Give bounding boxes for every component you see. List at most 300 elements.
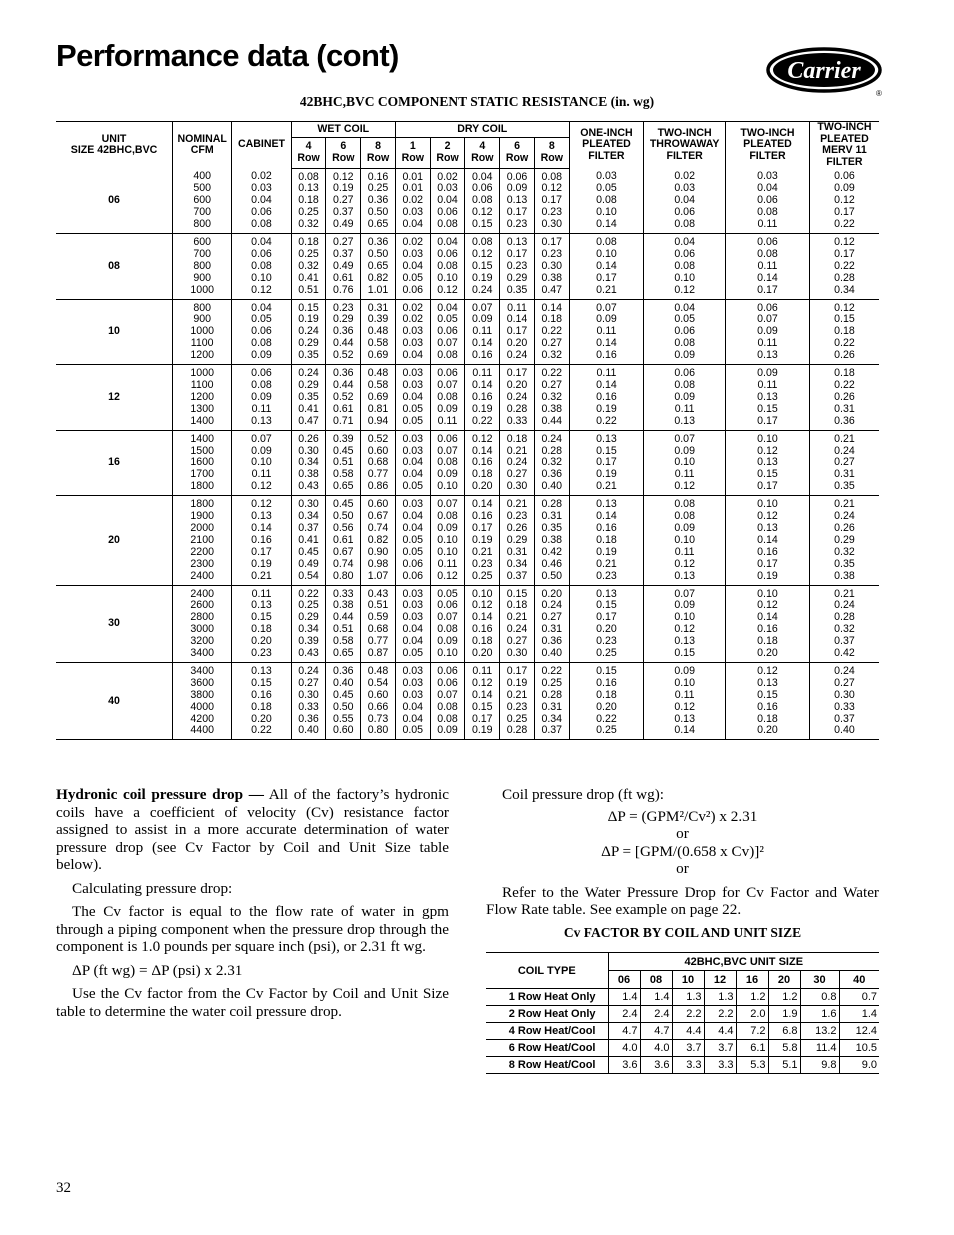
resistance-value: 0.12 [674,623,695,636]
nominal-cfm-cell [173,585,232,662]
resistance-value: 0.06 [674,367,695,380]
resistance-value: 0.68 [367,456,389,469]
calc-heading: Calculating pressure drop: [72,879,233,897]
resistance-cell [395,299,430,365]
resistance-value: 0.17 [506,325,528,338]
resistance-cell [361,168,396,234]
resistance-value: 0.05 [437,587,458,600]
resistance-value: 0.14 [757,271,778,284]
resistance-cell [534,585,569,662]
resistance-value: 0.08 [674,217,695,230]
resistance-value: 0.11 [437,414,458,427]
resistance-value: 0.76 [332,283,354,296]
resistance-value: 0.17 [596,611,617,624]
resistance-value: 0.14 [757,533,778,546]
resistance-value: 0.32 [541,390,563,403]
resistance-value: 0.19 [596,468,617,481]
resistance-value: 0.02 [402,194,424,207]
resistance-value: 0.04 [437,236,458,249]
resistance-value: 0.80 [332,569,354,582]
resistance-value: 0.07 [596,301,617,314]
resistance-value: 0.31 [506,545,528,558]
resistance-value: 0.45 [298,545,319,558]
cfm-value: 800 [193,301,212,314]
resistance-value: 0.05 [402,480,424,493]
resistance-value: 0.02 [402,301,424,314]
resistance-value: 0.05 [674,313,695,326]
resistance-value: 0.26 [834,349,855,362]
resistance-value: 0.08 [471,194,493,207]
resistance-value: 0.04 [402,623,424,636]
resistance-cell [569,234,644,300]
resistance-value: 0.27 [298,676,319,689]
cv-value: 9.0 [839,1057,879,1074]
one-inch-filter-header: ONE-INCH PLEATED FILTER [569,122,644,169]
resistance-value: 0.09 [506,182,528,195]
resistance-cell [726,365,810,431]
resistance-value: 0.22 [471,414,493,427]
cv-value: 1.4 [608,989,640,1006]
resistance-value: 0.04 [402,510,424,523]
resistance-cell [232,662,291,739]
resistance-value: 0.24 [834,664,855,677]
resistance-cell [395,585,430,662]
resistance-cell [465,662,500,739]
cv-value: 6.1 [736,1040,768,1057]
resistance-value: 0.09 [674,349,695,362]
resistance-value: 0.15 [596,664,617,677]
resistance-value: 0.03 [402,664,424,677]
resistance-value: 0.18 [298,194,319,207]
resistance-value: 0.17 [596,271,617,284]
resistance-value: 0.34 [506,557,528,570]
resistance-value: 0.10 [674,676,695,689]
resistance-value: 0.11 [507,301,527,314]
resistance-value: 0.09 [437,724,458,737]
resistance-value: 0.23 [471,557,493,570]
resistance-value: 0.30 [506,647,528,660]
resistance-cell [326,234,361,300]
resistance-value: 0.17 [596,456,617,469]
resistance-cell [395,662,430,739]
resistance-value: 0.18 [251,700,272,713]
resistance-value: 0.21 [834,432,855,445]
cfm-value: 1000 [190,283,214,296]
resistance-value: 0.16 [471,390,493,403]
resistance-value: 0.67 [332,545,354,558]
resistance-value: 0.36 [367,236,389,249]
resistance-value: 0.13 [251,599,272,612]
resistance-value: 0.15 [471,218,493,231]
unit-size-header: UNIT SIZE 42BHC,BVC [56,122,173,169]
cv-value: 2.2 [672,1006,704,1023]
resistance-value: 0.09 [674,444,695,457]
resistance-value: 0.26 [506,521,528,534]
resistance-cell [569,299,644,365]
resistance-value: 0.05 [402,647,424,660]
resistance-value: 0.37 [506,569,528,582]
cfm-value: 600 [193,193,212,206]
cv-value: 1.3 [704,989,736,1006]
cfm-value: 4200 [190,712,214,725]
resistance-value: 0.60 [367,688,389,701]
resistance-value: 0.19 [596,545,617,558]
resistance-cell [644,234,726,300]
resistance-value: 0.60 [367,444,389,457]
resistance-value: 0.98 [367,557,389,570]
resistance-value: 0.45 [332,498,354,511]
resistance-value: 0.08 [437,456,458,469]
resistance-value: 0.51 [298,283,319,296]
resistance-value: 0.05 [596,181,617,194]
resistance-value: 0.27 [541,337,563,350]
cfm-value: 2400 [190,569,214,582]
cv-value: 2.4 [608,1006,640,1023]
resistance-value: 0.38 [541,271,563,284]
wet-row-header: 8 Row [361,137,396,168]
resistance-value: 0.17 [506,664,528,677]
unit-size-cell: 10 [56,299,173,365]
resistance-value: 0.16 [367,170,389,183]
resistance-value: 0.18 [541,313,563,326]
resistance-value: 0.15 [471,700,493,713]
cv-value: 5.8 [768,1040,800,1057]
cv-value: 2.4 [640,1006,672,1023]
resistance-value: 0.48 [367,664,389,677]
resistance-value: 0.10 [437,271,458,284]
cfm-value: 1400 [190,432,214,445]
resistance-value: 0.06 [674,247,695,260]
resistance-value: 0.21 [506,498,528,511]
resistance-value: 0.35 [834,557,855,570]
resistance-value: 0.05 [437,313,458,326]
cfm-value: 600 [193,236,212,249]
resistance-value: 0.04 [437,301,458,314]
hydronic-heading: Hydronic coil pressure drop — [56,786,264,803]
resistance-value: 0.09 [437,468,458,481]
cv-value: 3.3 [704,1057,736,1074]
resistance-value: 0.11 [472,664,493,677]
cfm-value: 1800 [190,480,214,493]
resistance-value: 0.23 [506,259,528,272]
cfm-value: 900 [193,313,212,326]
resistance-value: 0.24 [506,390,528,403]
static-resistance-table [56,121,879,740]
resistance-value: 0.21 [506,611,528,624]
resistance-value: 0.03 [402,247,424,260]
resistance-value: 0.28 [541,688,563,701]
resistance-value: 0.82 [367,533,389,546]
resistance-value: 0.61 [332,533,354,546]
pressure-drop-intro: Coil pressure drop (ft wg): [502,786,664,803]
cfm-value: 700 [193,247,212,260]
resistance-value: 0.10 [437,533,458,546]
resistance-value: 0.17 [541,194,563,207]
resistance-value: 0.13 [674,712,695,725]
resistance-value: 0.20 [757,647,778,660]
two-inch-merv-header: TWO-INCH PLEATED MERV 11 FILTER [809,122,879,169]
resistance-value: 0.28 [834,271,855,284]
resistance-value: 0.13 [251,510,272,523]
resistance-value: 0.15 [834,313,855,326]
resistance-value: 0.20 [757,724,778,737]
resistance-value: 0.02 [402,236,424,249]
cv-value: 5.1 [768,1057,800,1074]
resistance-value: 0.15 [757,688,778,701]
cv-value: 12.4 [839,1023,879,1040]
resistance-value: 0.17 [471,712,493,725]
formula-text-column [486,786,879,925]
resistance-value: 0.08 [541,170,563,183]
resistance-cell [361,662,396,739]
resistance-value: 0.36 [332,325,354,338]
resistance-cell [361,585,396,662]
nominal-cfm-header: NOMINAL CFM [173,122,232,169]
resistance-cell [430,585,465,662]
resistance-value: 0.16 [471,349,493,362]
resistance-value: 0.29 [298,379,319,391]
resistance-value: 0.69 [367,349,389,362]
resistance-value: 0.06 [251,367,272,380]
resistance-value: 0.04 [437,194,458,207]
resistance-value: 0.27 [834,676,855,689]
resistance-value: 0.39 [367,313,389,326]
resistance-value: 0.09 [674,521,695,534]
resistance-value: 0.08 [437,712,458,725]
resistance-value: 0.21 [506,688,528,701]
resistance-value: 0.24 [298,664,319,677]
nominal-cfm-cell [173,430,232,496]
resistance-value: 0.06 [402,283,424,296]
resistance-value: 0.16 [471,456,493,469]
unit-group-row [56,168,879,234]
resistance-value: 0.49 [298,557,319,570]
resistance-value: 0.09 [674,599,695,612]
resistance-value: 0.14 [471,498,493,511]
unit-size-cell: 16 [56,430,173,496]
resistance-value: 0.08 [674,498,695,511]
resistance-cell [644,662,726,739]
resistance-value: 0.29 [834,533,855,546]
resistance-value: 0.58 [367,379,389,391]
resistance-value: 0.29 [298,337,319,350]
resistance-value: 0.20 [596,700,617,713]
resistance-value: 0.14 [541,301,563,314]
resistance-value: 0.20 [251,635,272,648]
resistance-value: 0.05 [402,414,424,427]
cv-value: 5.3 [736,1057,768,1074]
resistance-value: 0.13 [757,456,778,469]
wet-row-header: 4 Row [291,137,326,168]
resistance-value: 0.11 [596,325,617,338]
resistance-value: 0.35 [834,480,855,493]
resistance-value: 0.01 [402,182,424,195]
resistance-value: 0.06 [437,676,458,689]
resistance-value: 0.24 [506,623,528,636]
cv-factor-table [486,952,879,1074]
resistance-value: 0.06 [437,247,458,260]
resistance-value: 0.87 [367,647,389,660]
resistance-value: 0.08 [251,337,272,350]
resistance-value: 0.20 [541,587,563,600]
resistance-value: 0.23 [596,569,617,582]
resistance-value: 0.22 [541,325,563,338]
resistance-cell [395,496,430,585]
resistance-cell [644,299,726,365]
resistance-value: 0.26 [834,390,855,403]
resistance-value: 0.10 [757,587,778,600]
resistance-value: 0.12 [437,283,458,296]
resistance-value: 0.61 [332,402,354,415]
resistance-cell [361,234,396,300]
resistance-cell [361,299,396,365]
cfm-value: 2300 [190,557,214,570]
resistance-value: 0.37 [332,206,354,219]
resistance-value: 0.02 [674,170,695,182]
resistance-value: 0.38 [332,599,354,612]
cfm-value: 2800 [190,611,214,624]
resistance-cell [232,585,291,662]
resistance-cell [326,585,361,662]
resistance-value: 0.16 [757,545,778,558]
resistance-cell [232,168,291,234]
resistance-value: 0.94 [367,414,389,427]
resistance-value: 0.17 [251,545,272,558]
resistance-value: 0.13 [596,587,617,600]
resistance-value: 0.27 [332,236,354,249]
resistance-value: 0.11 [437,557,458,570]
resistance-cell [569,662,644,739]
resistance-value: 0.07 [471,301,493,314]
resistance-value: 0.16 [596,349,617,362]
resistance-value: 0.12 [541,182,563,195]
nominal-cfm-cell [173,496,232,585]
resistance-value: 0.59 [367,611,389,624]
cfm-value: 1100 [190,337,214,350]
resistance-value: 0.55 [332,712,354,725]
cfm-value: 1500 [190,444,214,457]
resistance-value: 0.21 [834,498,855,511]
resistance-value: 0.09 [757,367,778,380]
resistance-cell [395,430,430,496]
resistance-value: 0.15 [596,599,617,612]
wet-row-header: 6 Row [326,137,361,168]
resistance-cell [809,662,879,739]
resistance-value: 0.65 [367,218,389,231]
resistance-value: 0.22 [834,217,855,230]
resistance-value: 0.56 [332,521,354,534]
resistance-value: 0.17 [541,236,563,249]
resistance-cell [326,365,361,431]
resistance-value: 0.09 [437,521,458,534]
nominal-cfm-cell [173,234,232,300]
resistance-value: 0.43 [298,480,319,493]
resistance-value: 0.16 [471,623,493,636]
resistance-value: 0.12 [471,432,493,445]
resistance-value: 0.54 [367,676,389,689]
resistance-cell [726,299,810,365]
resistance-value: 0.12 [757,444,778,457]
resistance-value: 0.16 [596,521,617,534]
cv-value: 13.2 [800,1023,839,1040]
resistance-value: 0.28 [506,724,528,737]
resistance-value: 0.24 [298,367,319,380]
resistance-value: 0.09 [251,390,272,403]
resistance-value: 0.06 [506,170,528,183]
resistance-value: 0.07 [674,432,695,445]
resistance-cell [569,365,644,431]
resistance-value: 0.33 [332,587,354,600]
resistance-value: 0.17 [757,480,778,493]
resistance-value: 0.12 [834,301,855,314]
resistance-value: 0.06 [437,206,458,219]
resistance-value: 0.18 [298,236,319,249]
resistance-cell [569,496,644,585]
resistance-cell [726,585,810,662]
resistance-value: 0.14 [506,313,528,326]
resistance-value: 0.15 [596,444,617,457]
cv-value: 1.4 [640,989,672,1006]
resistance-value: 0.11 [757,379,778,391]
resistance-value: 0.14 [596,259,617,272]
resistance-cell [500,365,535,431]
resistance-value: 0.13 [506,236,528,249]
resistance-value: 0.09 [251,349,272,362]
resistance-value: 0.34 [541,712,563,725]
resistance-value: 0.27 [541,611,563,624]
resistance-value: 0.30 [298,498,319,511]
resistance-value: 0.19 [471,533,493,546]
resistance-value: 0.31 [541,700,563,713]
hydronic-intro-paragraph: Hydronic coil pressure drop — All of the factory’s hydronic coils have a coefficient of velocity (Cv) resistance factor assigned to assist in a more accurate determination of water pressure drop (see Cv Factor by Coil and Unit Size table below). [56,786,449,873]
resistance-value: 0.24 [506,349,528,362]
resistance-value: 0.40 [541,480,563,493]
resistance-value: 0.65 [367,259,389,272]
resistance-value: 0.04 [402,700,424,713]
resistance-value: 0.37 [541,724,563,737]
resistance-value: 0.41 [298,271,319,284]
resistance-value: 0.08 [437,510,458,523]
resistance-value: 0.11 [596,367,617,380]
resistance-value: 0.08 [596,236,617,249]
resistance-value: 0.04 [251,236,272,249]
resistance-value: 0.38 [541,402,563,415]
resistance-value: 0.41 [298,533,319,546]
resistance-value: 0.20 [471,480,493,493]
resistance-value: 0.03 [251,181,272,194]
resistance-value: 0.38 [834,569,855,582]
resistance-value: 0.36 [332,367,354,380]
resistance-value: 0.25 [471,569,493,582]
resistance-cell [232,365,291,431]
resistance-value: 0.20 [251,712,272,725]
resistance-cell [232,430,291,496]
resistance-value: 0.74 [367,521,389,534]
resistance-value: 0.07 [674,587,695,600]
resistance-value: 0.17 [471,521,493,534]
resistance-value: 0.32 [541,456,563,469]
resistance-value: 0.06 [674,205,695,218]
resistance-value: 0.08 [437,218,458,231]
resistance-value: 0.14 [471,611,493,624]
unit-group-row [56,430,879,496]
resistance-value: 0.22 [251,724,272,737]
resistance-value: 0.05 [251,313,272,326]
resistance-value: 0.04 [402,259,424,272]
cv-value: 1.2 [736,989,768,1006]
cfm-value: 500 [193,181,212,194]
resistance-value: 0.44 [332,337,354,350]
